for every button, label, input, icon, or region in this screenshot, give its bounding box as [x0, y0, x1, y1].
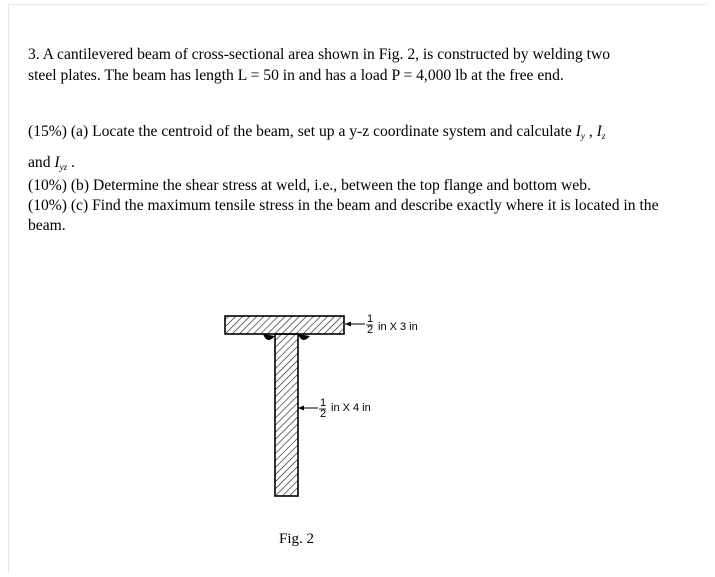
weld-right [298, 334, 310, 340]
flange-frac-num: 1 [367, 313, 374, 325]
symbol-separator: , [584, 123, 597, 140]
symbol-iy: $I_y$ [575, 123, 585, 141]
web-frac-num: 1 [320, 397, 327, 409]
figure-caption: Fig. 2 [279, 531, 315, 547]
part-b-text: (10%) (b) Determine the shear stress at weld, i.e., between the top flange and bottom web. [28, 177, 591, 194]
web-plate [275, 334, 298, 496]
symbol-iyz: $I_{yz}$ [54, 154, 68, 172]
web-label: in X 4 in [331, 402, 371, 414]
flange-label: in X 3 in [378, 321, 418, 333]
problem-intro-line1: 3. A cantilevered beam of cross-sectional area shown in Fig. 2, is constructed by welding two [28, 46, 611, 63]
part-a-and: and [28, 154, 55, 171]
web-frac-den: 2 [320, 408, 327, 420]
part-a-end: . [67, 154, 75, 171]
problem-intro-line2: steel plates. The beam has length L = 50 in and has a load P = 4,000 lb at the free end. [28, 67, 564, 84]
flange-plate [225, 316, 344, 334]
part-c-text: (10%) (c) Find the maximum tensile stress in the beam and describe exactly where it is located in the beam. [28, 197, 659, 234]
part-a-text: (15%) (a) Locate the centroid of the beam, set up a y-z coordinate system and calculate [28, 123, 576, 140]
flange-frac-den: 2 [367, 324, 374, 336]
weld-left [263, 334, 275, 340]
symbol-iz: $I_z$ [596, 123, 606, 141]
